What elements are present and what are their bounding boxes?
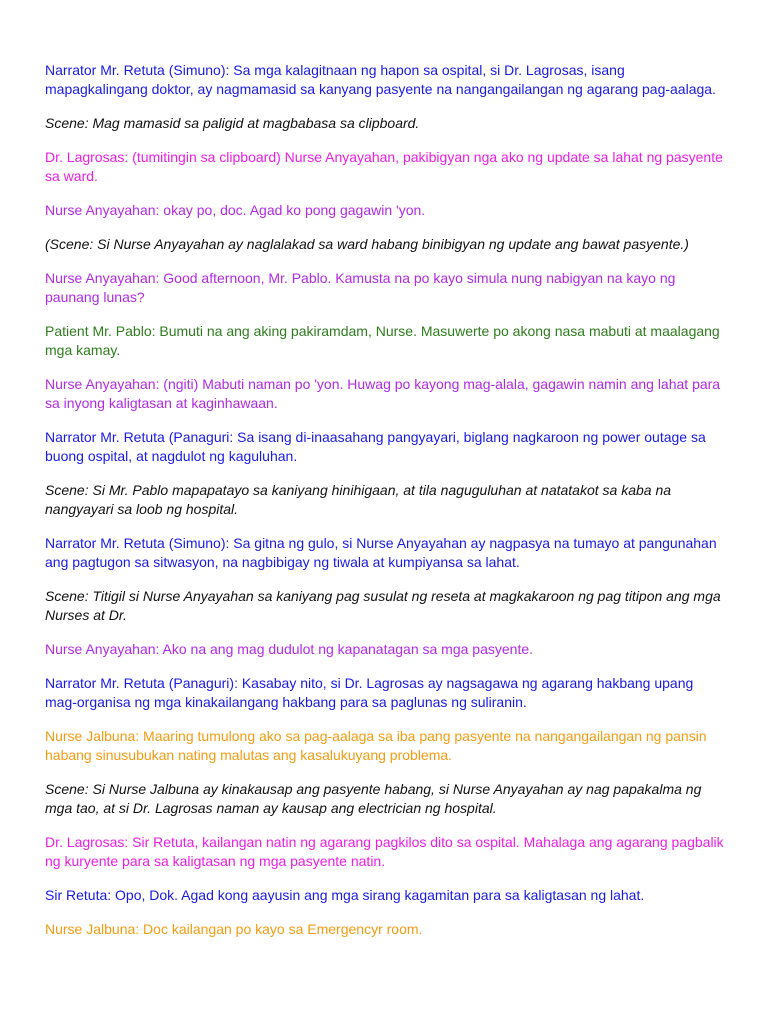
dialogue-lagrosas: Dr. Lagrosas: (tumitingin sa clipboard) Nurse Anyayahan, pakibigyan nga ako ng update sa lahat ng pasyente sa ward. (45, 149, 723, 184)
dialogue-jalbuna: Nurse Jalbuna: Doc kailangan po kayo sa Emergencyr room. (45, 921, 423, 937)
narrator-line: Narrator Mr. Retuta (Simuno): Sa mga kalagitnaan ng hapon sa ospital, si Dr. Lagrosas, isang mapagkalingang doktor, ay nagmamasid sa kanyang pasyente na nangangailangan ng agarang pag-aalaga. (45, 62, 716, 97)
dialogue-lagrosas: Dr. Lagrosas: Sir Retuta, kailangan natin ng agarang pagkilos dito sa ospital. Mahalaga ang agarang pagbalik ng kuryente para sa kaligtasan ng mga pasyente natin. (45, 834, 724, 869)
dialogue-anyayahan: Nurse Anyayahan: (ngiti) Mabuti naman po 'yon. Huwag po kayong mag-alala, gagawin namin ang lahat para sa inyong kaligtasan at kaginhawaan. (45, 376, 721, 411)
scene-direction: Scene: Mag mamasid sa paligid at magbabasa sa clipboard. (45, 115, 420, 131)
dialogue-anyayahan: Nurse Anyayahan: okay po, doc. Agad ko pong gagawin 'yon. (45, 202, 426, 218)
scene-direction: Scene: Titigil si Nurse Anyayahan sa kaniyang pag susulat ng reseta at magkakaroon ng pag titipon ang mga Nurses at Dr. (45, 588, 721, 623)
scene-direction: Scene: Si Mr. Pablo mapapatayo sa kaniyang hinihigaan, at tila naguguluhan at natatakot sa kaba na nangyayari sa loob ng hospital. (45, 482, 672, 517)
dialogue-retuta: Sir Retuta: Opo, Dok. Agad kong aayusin ang mga sirang kagamitan para sa kaligtasan ng lahat. (45, 887, 645, 903)
narrator-line: Narrator Mr. Retuta (Panaguri: Sa isang di-inaasahang pangyayari, biglang nagkaroon ng power outage sa buong ospital, at nagdulot ng kaguluhan. (45, 429, 706, 464)
narrator-line: Narrator Mr. Retuta (Simuno): Sa gitna ng gulo, si Nurse Anyayahan ay nagpasya na tumayo at pangunahan ang pagtugon sa sitwasyon, na nagbibigay ng tiwala at kumpiyansa sa lahat. (45, 535, 717, 570)
dialogue-patient-pablo: Patient Mr. Pablo: Bumuti na ang aking pakiramdam, Nurse. Masuwerte po akong nasa mabuti at maalagang mga kamay. (45, 323, 720, 358)
scene-direction: Scene: Si Nurse Jalbuna ay kinakausap ang pasyente habang, si Nurse Anyayahan ay nag papakalma ng mga tao, at si Dr. Lagrosas naman ay kausap ang electrician ng hospital. (45, 781, 702, 816)
dialogue-jalbuna: Nurse Jalbuna: Maaring tumulong ako sa pag-aalaga sa iba pang pasyente na nangangailangan ng pansin habang sinusubukan nating malutas ang kasalukuyang problema. (45, 728, 707, 763)
scene-direction: (Scene: Si Nurse Anyayahan ay naglalakad sa ward habang binibigyan ng update ang bawat pasyente.) (45, 236, 689, 252)
dialogue-anyayahan: Nurse Anyayahan: Ako na ang mag dudulot ng kapanatagan sa mga pasyente. (45, 641, 534, 657)
dialogue-anyayahan: Nurse Anyayahan: Good afternoon, Mr. Pablo. Kamusta na po kayo simula nung nabigyan na kayo ng paunang lunas? (45, 270, 676, 305)
narrator-line: Narrator Mr. Retuta (Panaguri): Kasabay nito, si Dr. Lagrosas ay nagsagawa ng agarang hakbang upang mag-organisa ng mga kinakailangang hakbang para sa paglunas ng suliranin. (45, 675, 694, 710)
